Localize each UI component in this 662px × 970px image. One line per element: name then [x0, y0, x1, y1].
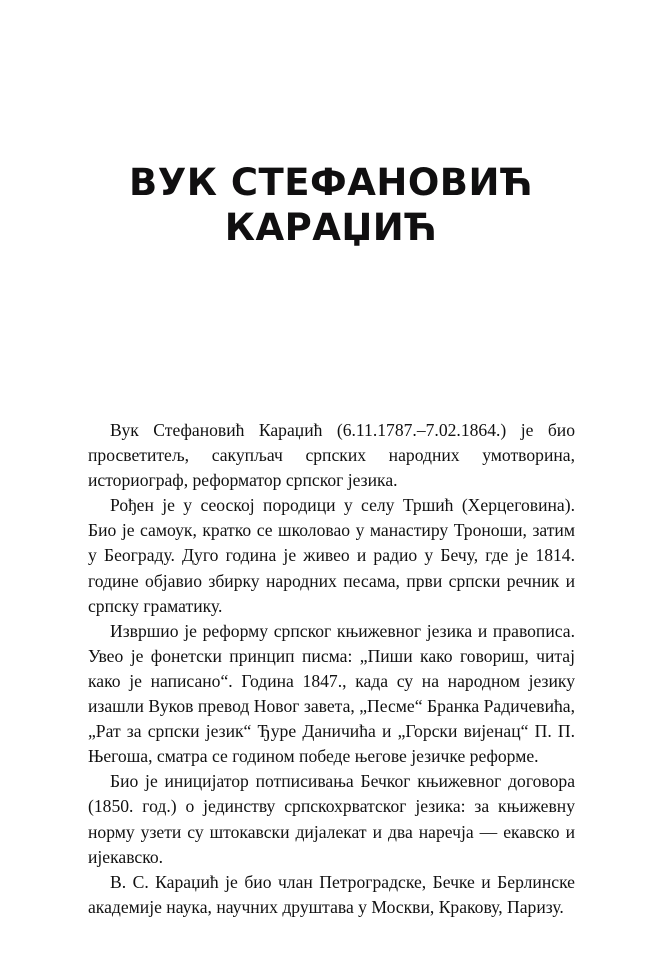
- body-paragraph: Рођен је у сеоској породици у селу Тршић (Херцеговина). Био је самоук, кратко се школовао у манастиру Троноши, затим у Београду. Дуго година је живео и радио у Бечу, где је 1814. године објавио збирку народних песама, први српски речник и српску граматику.: [88, 495, 575, 616]
- body-paragraph: Био је иницијатор потписивања Бечког књижевног договора (1850. год.) о јединству српскохрватског језика: за књижевну норму узети су штокавски дијалекат и два наречја — екавско и ијекавско.: [88, 771, 575, 867]
- page-title-line-2: КАРАЏИЋ: [224, 206, 438, 249]
- body-paragraph: Извршио је реформу српског књижевног језика и правописа. Увео је фонетски принцип писма: „Пиши како говориш, читај како је написано“. Година 1847., када су на народном језику изашли Вуков превод Новог завета, „Песме“ Бранка Радичевића, „Рат за српски језик“ Ђуре Даничића и „Горски вијенац“ П. П. Његоша, сматра се годином победе његове језичке реформе.: [88, 620, 575, 767]
- page-title: [0, 160, 662, 250]
- body-text: [88, 418, 575, 920]
- page-title-line-1: ВУК СТЕФАНОВИЋ: [129, 161, 533, 204]
- body-paragraph: Вук Стефановић Караџић (6.11.1787.–7.02.1864.) је био просветитељ, сакупљач српских народних умотворина, историограф, реформатор српског језика.: [88, 420, 575, 491]
- body-paragraph: В. С. Караџић је био члан Петроградске, Бечке и Берлинске академије наука, научних друштава у Москви, Кракову, Паризу.: [88, 871, 575, 917]
